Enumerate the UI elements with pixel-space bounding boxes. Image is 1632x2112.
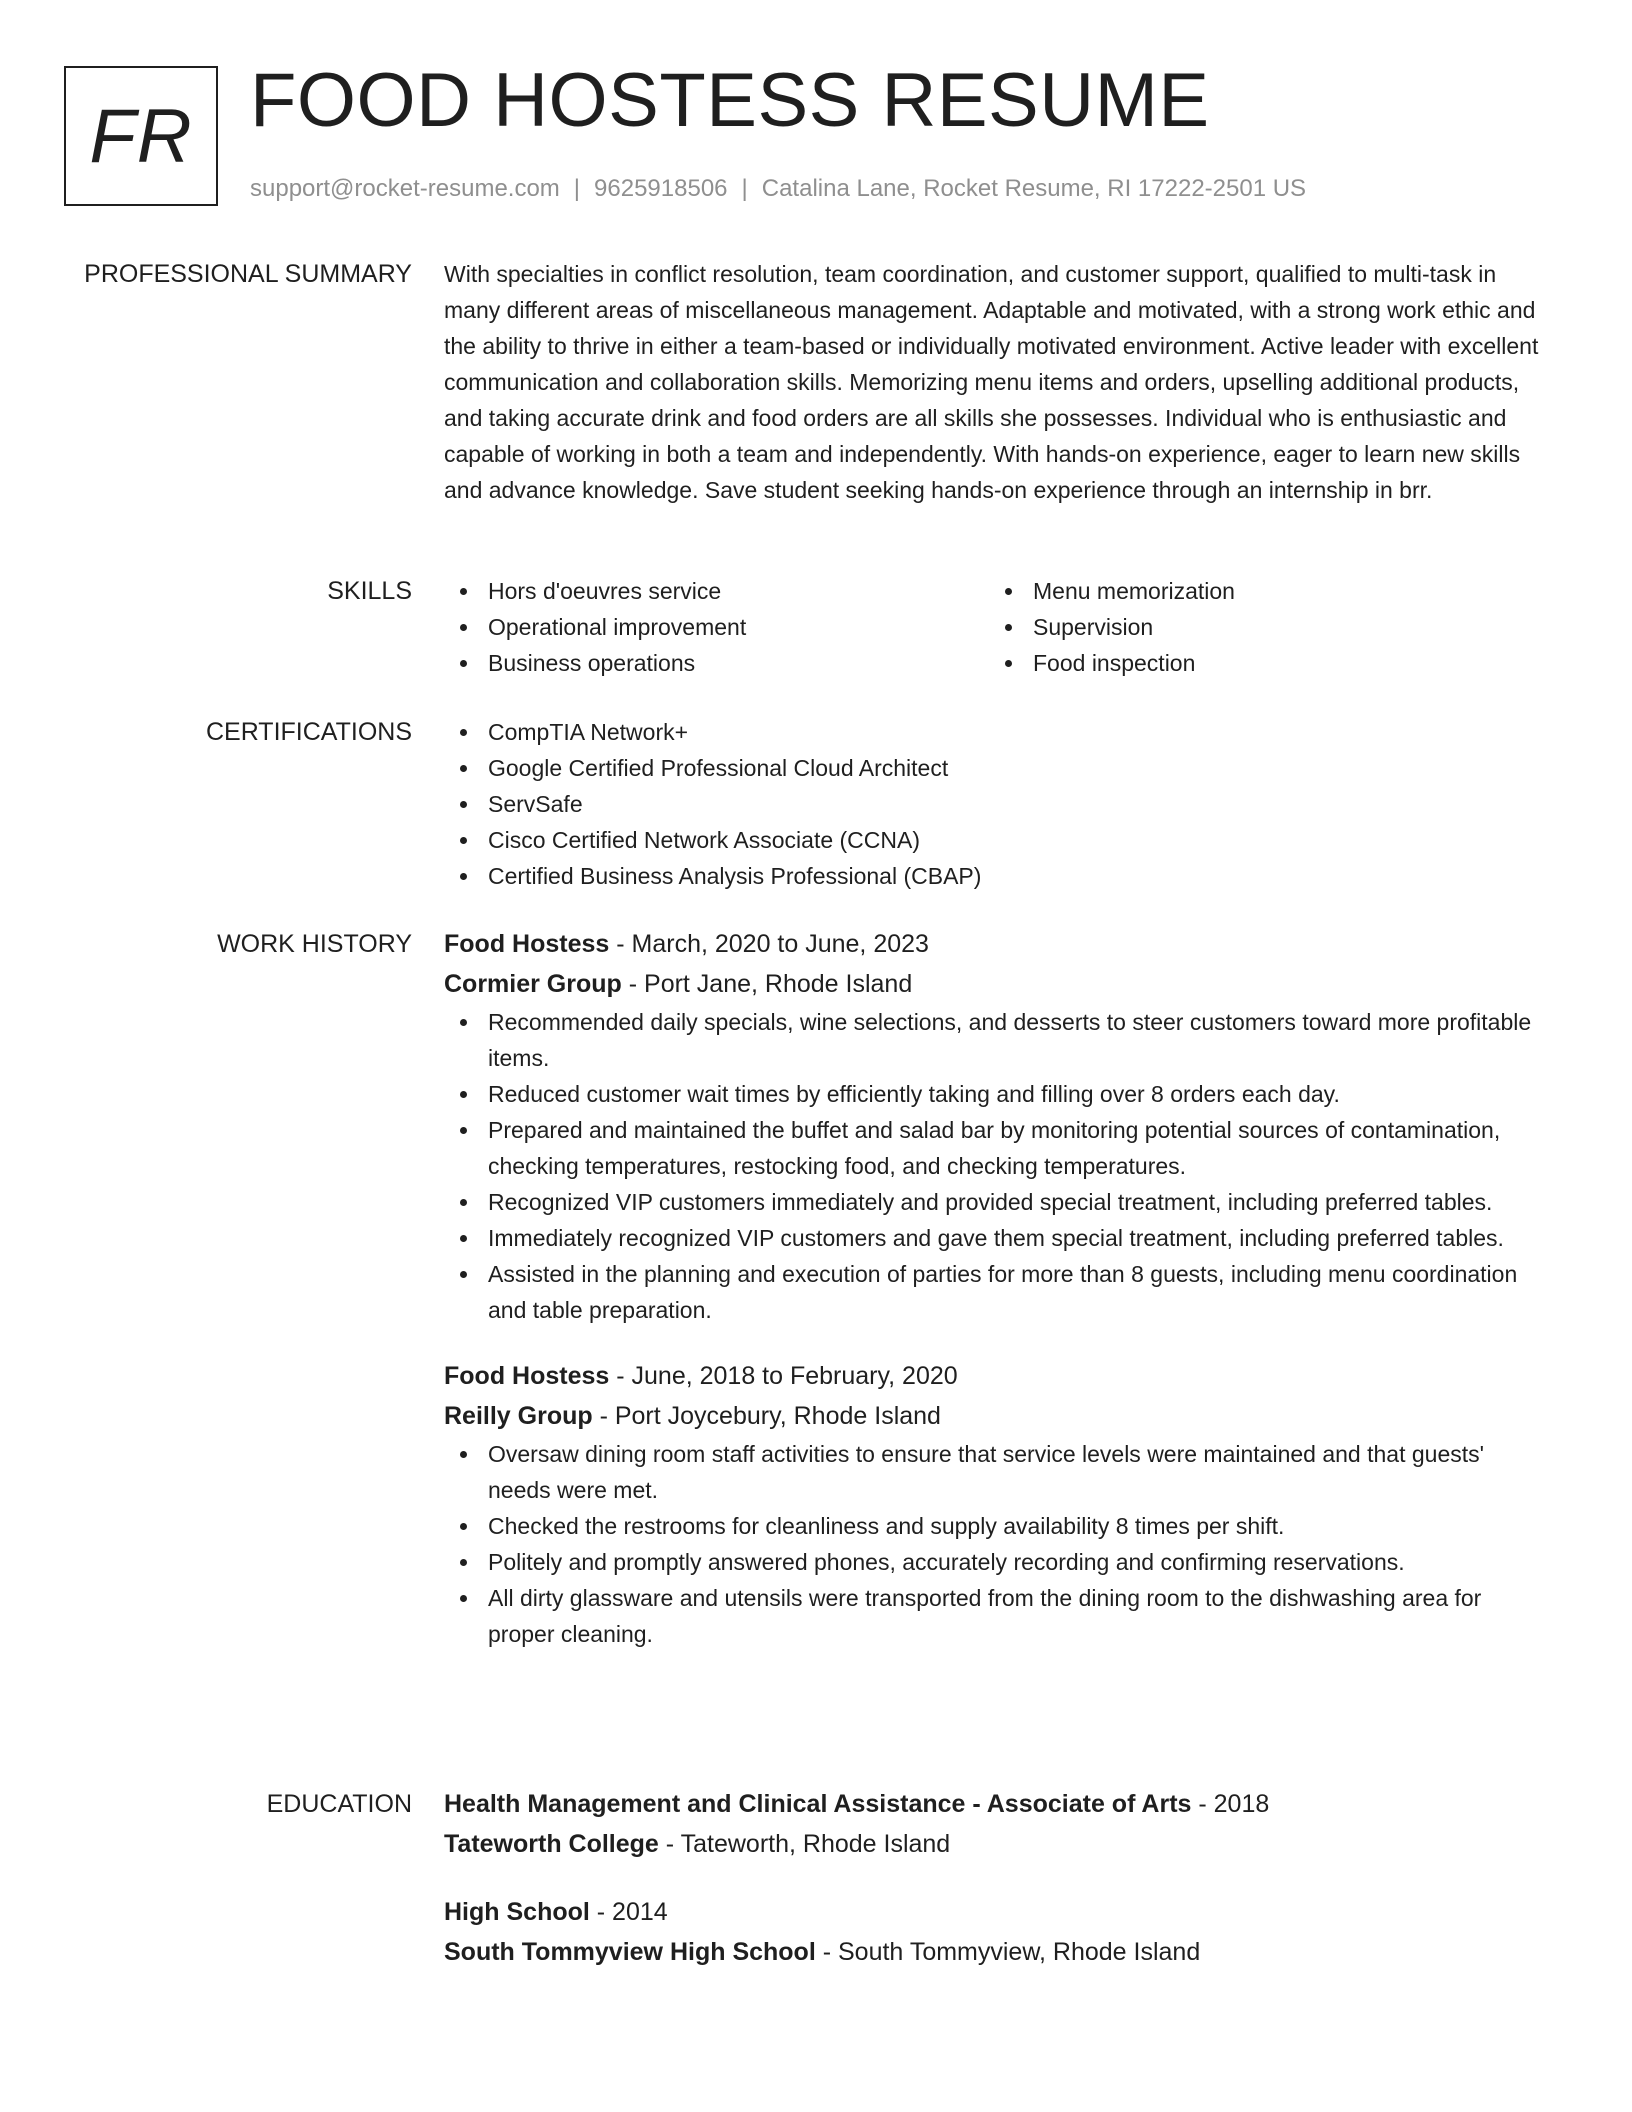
list-item: ServSafe: [444, 786, 1544, 822]
job-dates: - June, 2018 to February, 2020: [609, 1362, 958, 1390]
list-item: Assisted in the planning and execution of parties for more than 8 guests, including menu coordination and table preparation.: [444, 1256, 1544, 1328]
education-heading: EDUCATION: [266, 1790, 412, 1818]
list-item: Hors d'oeuvres service: [444, 573, 989, 609]
job-company-line: [444, 964, 1544, 1004]
education-degree: High School: [444, 1898, 590, 1926]
education-degree: Health Management and Clinical Assistance - Associate of Arts: [444, 1790, 1192, 1818]
education-location: - Tateworth, Rhode Island: [658, 1830, 951, 1858]
job-duties-list: [444, 1004, 1544, 1328]
work-history-heading: WORK HISTORY: [217, 930, 412, 958]
job-duties-list: [444, 1436, 1544, 1652]
contact-separator: |: [573, 175, 581, 202]
list-item: Food inspection: [989, 645, 1534, 681]
job-location: - Port Jane, Rhode Island: [621, 970, 913, 998]
resume-title: FOOD HOSTESS RESUME: [250, 58, 1210, 143]
certifications-list: [444, 714, 1544, 894]
education-school: South Tommyview High School: [444, 1938, 816, 1966]
list-item: Politely and promptly answered phones, accurately recording and confirming reservations.: [444, 1544, 1544, 1580]
list-item: Supervision: [989, 609, 1534, 645]
certifications-body: [444, 714, 1544, 894]
education-year: - 2018: [1191, 1790, 1270, 1818]
education-degree-line: [444, 1784, 1544, 1824]
list-item: Prepared and maintained the buffet and salad bar by monitoring potential sources of contamination, checking temperatures, restocking food, and checking temperatures.: [444, 1112, 1544, 1184]
job-dates: - March, 2020 to June, 2023: [609, 930, 929, 958]
certifications-heading: CERTIFICATIONS: [205, 718, 412, 746]
skills-list-left: [444, 573, 989, 681]
list-item: Recognized VIP customers immediately and provided special treatment, including preferred tables.: [444, 1184, 1544, 1220]
job-company: Reilly Group: [444, 1402, 593, 1430]
list-item: Certified Business Analysis Professional (CBAP): [444, 858, 1544, 894]
education-school-line: [444, 1824, 1544, 1864]
skills-list-right: [989, 573, 1534, 681]
contact-separator: |: [741, 175, 748, 202]
skills-heading: SKILLS: [327, 577, 412, 605]
skills-grid: [444, 573, 1544, 681]
job-entry: [444, 924, 1544, 1328]
education-entry: [444, 1892, 1544, 1972]
list-item: Reduced customer wait times by efficiently taking and filling over 8 orders each day.: [444, 1076, 1544, 1112]
contact-phone[interactable]: 9625918506: [594, 175, 728, 202]
summary-text: With specialties in conflict resolution, team coordination, and customer support, qualified to multi-task in many different areas of miscellaneous management. Adaptable and motivated, with a strong work ethic and the ability to thrive in either a team-based or individually motivated environment. Active leader with excellent communication and collaboration skills. Memorizing menu items and orders, upselling additional products, and taking accurate drink and food orders are all skills she possesses. Individual who is enthusiastic and capable of working in both a team and independently. With hands-on experience, eager to learn new skills and advance knowledge. Save student seeking hands-on experience through an internship in brr.: [444, 261, 1539, 503]
education-school-line: [444, 1932, 1544, 1972]
contact-email[interactable]: support@rocket-resume.com: [250, 175, 560, 202]
education-body: [444, 1784, 1544, 1972]
education-year: - 2014: [589, 1898, 668, 1926]
education-school: Tateworth College: [444, 1830, 659, 1858]
work-history-body: [444, 924, 1544, 1652]
list-item: Menu memorization: [989, 573, 1534, 609]
list-item: Business operations: [444, 645, 989, 681]
list-item: Recommended daily specials, wine selections, and desserts to steer customers toward more profitable items.: [444, 1004, 1544, 1076]
monogram-logo: FR: [64, 66, 218, 206]
job-entry: [444, 1356, 1544, 1652]
job-location: - Port Joycebury, Rhode Island: [592, 1402, 941, 1430]
summary-heading: PROFESSIONAL SUMMARY: [84, 260, 412, 288]
summary-body: [444, 256, 1544, 508]
education-degree-line: [444, 1892, 1544, 1932]
list-item: Checked the restrooms for cleanliness and supply availability 8 times per shift.: [444, 1508, 1544, 1544]
job-title-line: [444, 924, 1544, 964]
job-company: Cormier Group: [444, 970, 622, 998]
contact-line: [250, 172, 1306, 206]
list-item: CompTIA Network+: [444, 714, 1544, 750]
list-item: Oversaw dining room staff activities to ensure that service levels were maintained and that guests' needs were met.: [444, 1436, 1544, 1508]
contact-address: Catalina Lane, Rocket Resume, RI 17222-2501 US: [761, 175, 1307, 202]
job-title: Food Hostess: [444, 1362, 610, 1390]
list-item: All dirty glassware and utensils were transported from the dining room to the dishwashing area for proper cleaning.: [444, 1580, 1544, 1652]
job-title: Food Hostess: [444, 930, 610, 958]
education-location: - South Tommyview, Rhode Island: [815, 1938, 1201, 1966]
job-title-line: [444, 1356, 1544, 1396]
list-item: Operational improvement: [444, 609, 989, 645]
education-entry: [444, 1784, 1544, 1864]
job-company-line: [444, 1396, 1544, 1436]
list-item: Google Certified Professional Cloud Architect: [444, 750, 1544, 786]
list-item: Immediately recognized VIP customers and gave them special treatment, including preferred tables.: [444, 1220, 1544, 1256]
list-item: Cisco Certified Network Associate (CCNA): [444, 822, 1544, 858]
